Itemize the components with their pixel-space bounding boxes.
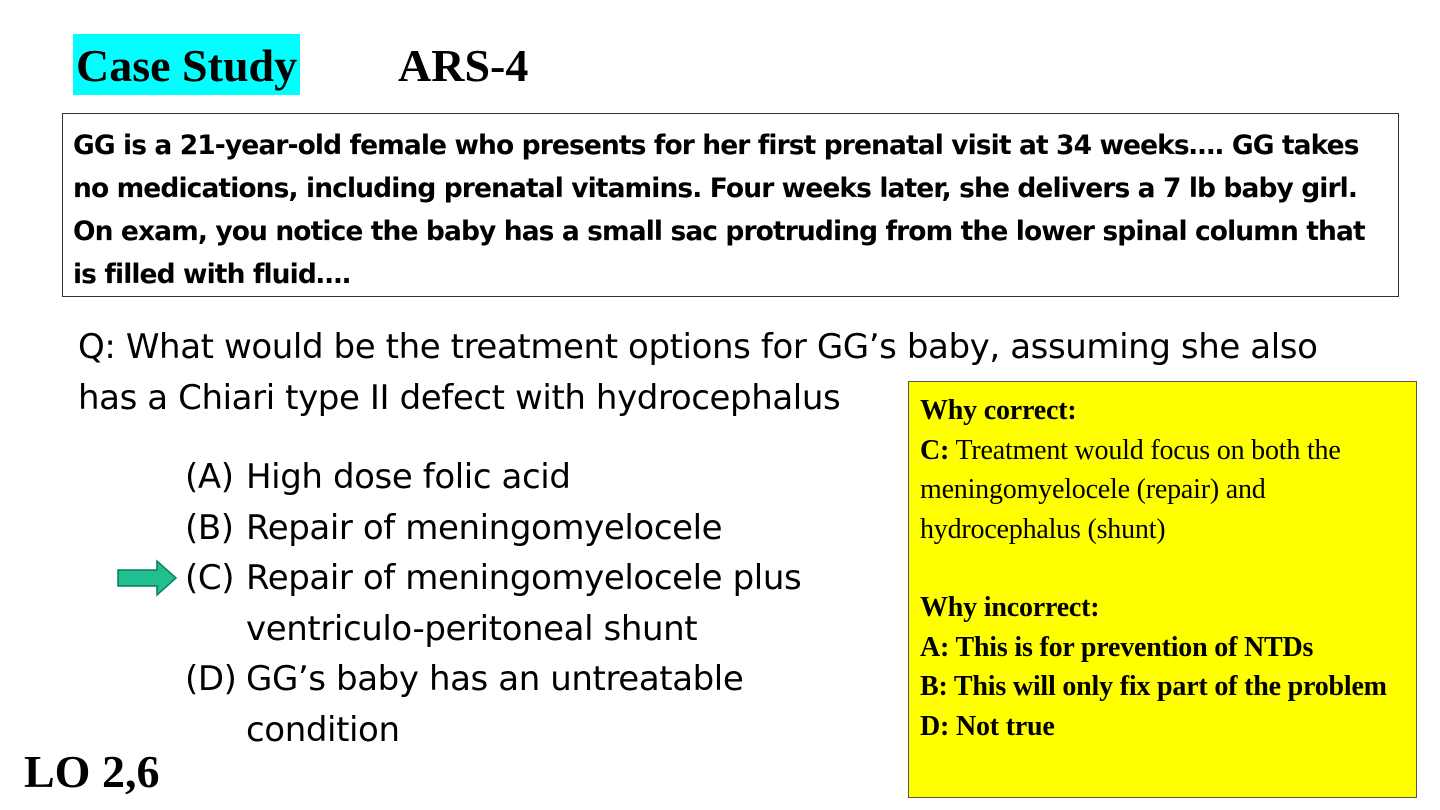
option-text: Repair of meningomyelocele plus ventriculo-peritoneal shunt (246, 558, 802, 649)
incorrect-reason-a: A: This is for prevention of NTDs (920, 631, 1314, 663)
option-letter: (C) (185, 558, 235, 598)
option-letter: (B) (185, 507, 234, 548)
correct-letter: C: (920, 434, 950, 466)
question-text: Q: What would be the treatment options for GG’s baby, assuming she also has a Chiari type II defect with hydrocephalus (78, 327, 1318, 418)
incorrect-reason-d: D: Not true (920, 710, 1055, 742)
option-letter: (A) (185, 457, 234, 497)
option-d[interactable] (185, 654, 846, 755)
incorrect-reason-b: B: This will only fix part of the problem (920, 671, 1387, 702)
correct-reason: Treatment would focus on both the meningomyelocele (repair) and hydrocephalus (shunt) (920, 434, 1341, 545)
why-correct-heading: Why correct: (920, 395, 1077, 426)
option-a[interactable] (185, 452, 846, 503)
answer-options (185, 452, 846, 755)
learning-objective-label: LO 2,6 (24, 746, 160, 797)
option-c[interactable] (185, 553, 846, 654)
option-letter: (D) (185, 659, 237, 699)
case-description-box: GG is a 21-year-old female who presents for her first prenatal visit at 34 weeks…. GG takes no medications, including prenatal vitamins. Four weeks later, she delivers a 7 lb baby girl. On exam, you notice the baby has a small sac protruding from the lower spinal column that is filled with fluid…. (62, 113, 1399, 297)
correct-answer-arrow-icon (117, 559, 179, 597)
why-incorrect-heading: Why incorrect: (920, 592, 1100, 623)
slide-title: Case Study (73, 34, 300, 95)
why-correct-text (920, 431, 1416, 550)
explanation-box (908, 381, 1417, 798)
option-b[interactable] (185, 503, 846, 554)
slide-code: ARS-4 (398, 40, 529, 91)
option-text: Repair of meningomyelocele (246, 507, 723, 548)
option-text: GG’s baby has an untreatable condition (246, 659, 744, 750)
option-text: High dose folic acid (246, 457, 571, 497)
